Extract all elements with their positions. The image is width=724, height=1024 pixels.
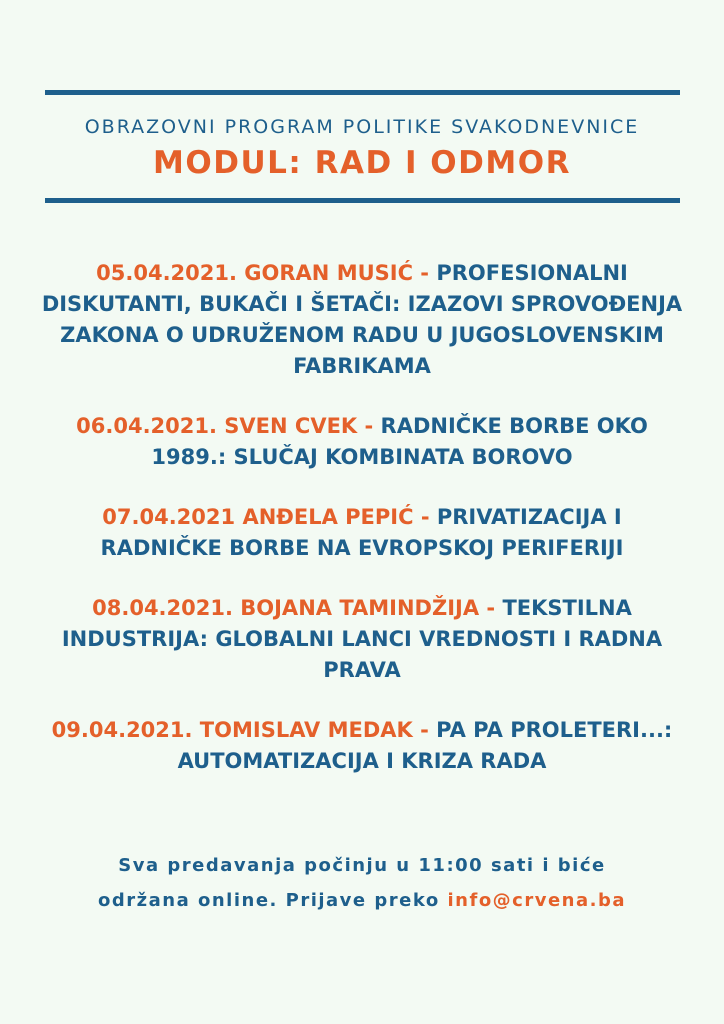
- lecture-list: [40, 258, 684, 806]
- lecture-item: [40, 715, 684, 777]
- program-subtitle: OBRAZOVNI PROGRAM POLITIKE SVAKODNEVNICE: [84, 116, 640, 138]
- top-divider: [45, 90, 680, 95]
- lecture-item: [40, 593, 684, 686]
- footer-note: [0, 848, 724, 918]
- email-link[interactable]: info@crvena.ba: [447, 890, 626, 911]
- lecture-date-speaker: 07.04.2021 ANĐELA PEPIĆ -: [102, 505, 430, 529]
- lecture-topic: PA PA PROLETERI...: AUTOMATIZACIJA I KRIZA RADA: [177, 718, 673, 773]
- footer-line-time: Sva predavanja počinju u 11:00 sati i biće: [118, 855, 606, 876]
- lecture-item: [40, 411, 684, 473]
- footer-line-registration: [0, 883, 724, 918]
- lecture-item: [40, 258, 684, 382]
- module-title: MODUL: RAD I ODMOR: [153, 145, 571, 181]
- lecture-date-speaker: 05.04.2021. GORAN MUSIĆ -: [96, 261, 430, 285]
- lecture-topic: RADNIČKE BORBE OKO 1989.: SLUČAJ KOMBINATA BOROVO: [151, 414, 648, 469]
- lecture-topic: PRIVATIZACIJA I RADNIČKE BORBE NA EVROPSKOJ PERIFERIJI: [100, 505, 624, 560]
- bottom-divider: [45, 198, 680, 203]
- lecture-item: [40, 502, 684, 564]
- registration-text: održana online. Prijave preko: [98, 890, 440, 911]
- lecture-date-speaker: 06.04.2021. SVEN CVEK -: [76, 414, 374, 438]
- lecture-date-speaker: 08.04.2021. BOJANA TAMINDŽIJA -: [92, 596, 496, 620]
- lecture-date-speaker: 09.04.2021. TOMISLAV MEDAK -: [51, 718, 429, 742]
- lecture-topic: PROFESIONALNI DISKUTANTI, BUKAČI I ŠETAČI: IZAZOVI SPROVOĐENJA ZAKONA O UDRUŽENOM RADU U JUGOSLOVENSKIM FABRIKAMA: [41, 261, 683, 378]
- lecture-topic: TEKSTILNA INDUSTRIJA: GLOBALNI LANCI VREDNOSTI I RADNA PRAVA: [61, 596, 663, 682]
